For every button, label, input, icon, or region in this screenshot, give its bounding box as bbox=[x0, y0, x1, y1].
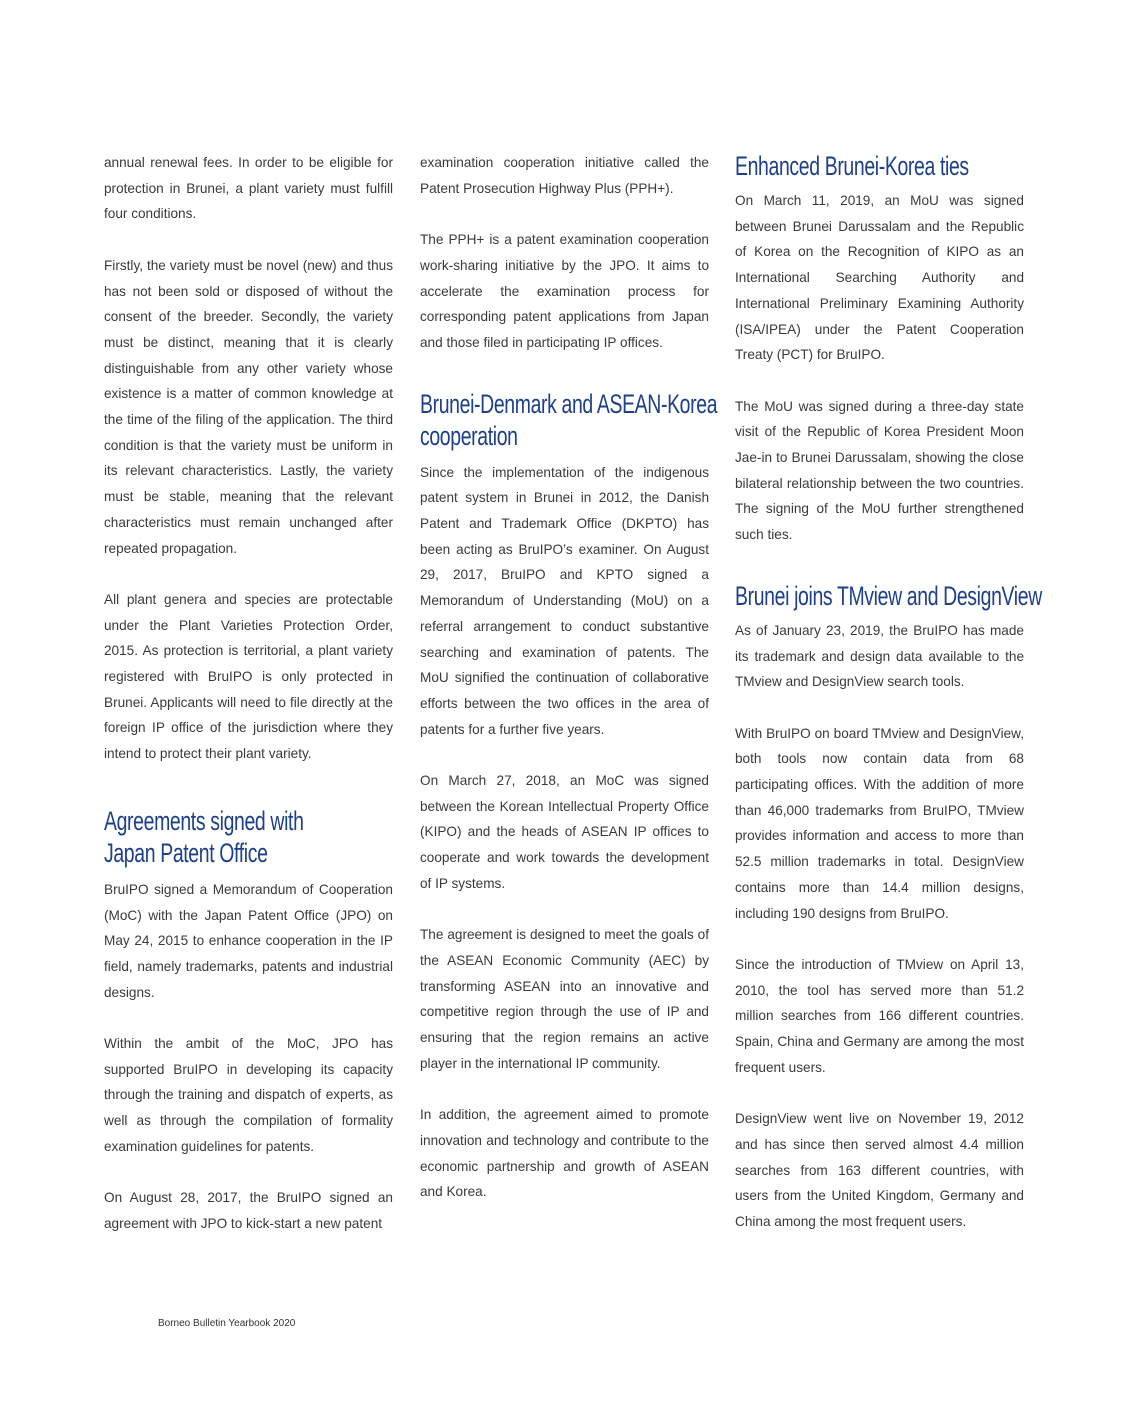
paragraph: On March 27, 2018, an MoC was signed between the Korean Intellectual Property Office (KIPO) and the heads of ASEAN IP offices to cooperate and work towards the development of IP systems. bbox=[420, 773, 709, 891]
paragraph: The PPH+ is a patent examination cooperation work-sharing initiative by the JPO. It aims to accelerate the examination process for corresponding patent applications from Japan and those filed in participating IP offices. bbox=[420, 232, 709, 350]
heading-line: Brunei-Denmark and ASEAN-Korea bbox=[420, 388, 718, 419]
paragraph: In addition, the agreement aimed to promote innovation and technology and contribute to the economic partnership and growth of ASEAN and Korea. bbox=[420, 1107, 709, 1200]
section-heading-japan-patent-office bbox=[104, 805, 393, 869]
paragraph: Since the implementation of the indigenous patent system in Brunei in 2012, the Danish Patent and Trademark Office (DKPTO) has been acting as BruIPO’s examiner. On August 29, 2017, BruIPO and KPTO signed a Memorandum of Understanding (MoU) on a referral arrangement to conduct substantive searching and examination of patents. The MoU signified the continuation of collaborative efforts between the two offices in the area of patents for a further five years. bbox=[420, 464, 709, 737]
heading-line: Agreements signed with bbox=[104, 805, 304, 836]
section-heading-tmview-designview bbox=[735, 580, 1042, 612]
heading-line: Japan Patent Office bbox=[104, 837, 268, 868]
paragraph: As of January 23, 2019, the BruIPO has made its trademark and design data available to the TMview and DesignView search tools. bbox=[735, 622, 1024, 690]
paragraph: On August 28, 2017, the BruIPO signed an agreement with JPO to kick-start a new patent bbox=[104, 1190, 393, 1231]
column-3 bbox=[735, 150, 1042, 1260]
paragraph: DesignView went live on November 19, 2012 and has since then served almost 4.4 million searches from 163 different countries, with users from the United Kingdom, Germany and China among the most frequent users. bbox=[735, 1111, 1024, 1229]
paragraph: Since the introduction of TMview on April 13, 2010, the tool has served more than 51.2 million searches from 166 different countries. Spain, China and Germany are among the most frequent users. bbox=[735, 956, 1024, 1075]
column-2 bbox=[420, 150, 718, 1231]
paragraph: examination cooperation initiative called the Patent Prosecution Highway Plus (PPH+). bbox=[420, 155, 709, 196]
paragraph: All plant genera and species are protectable under the Plant Varieties Protection Order, 2015. As protection is territorial, a plant variety registered with BruIPO is only protected in Brunei. Applicants will need to file directly at the foreign IP office of the jurisdiction where they intend to protect their plant variety. bbox=[104, 591, 393, 762]
column-1 bbox=[104, 150, 393, 1262]
section-heading-brunei-denmark-asean-korea bbox=[420, 388, 718, 452]
section-heading-brunei-korea-ties bbox=[735, 150, 1024, 182]
heading-line: Enhanced Brunei-Korea ties bbox=[735, 151, 969, 181]
heading-line: Brunei joins TMview and DesignView bbox=[735, 580, 1042, 611]
paragraph: BruIPO signed a Memorandum of Cooperation (MoC) with the Japan Patent Office (JPO) on May 24, 2015 to enhance cooperation in the IP field, namely trademarks, patents and industrial designs. bbox=[104, 881, 393, 1000]
paragraph: With BruIPO on board TMview and DesignView, both tools now contain data from 68 participating offices. With the addition of more than 46,000 trademarks from BruIPO, TMview provides information and access to more than 52.5 million trademarks in total. DesignView contains more than 14.4 million designs, including 190 designs from BruIPO. bbox=[735, 725, 1024, 921]
paragraph: Within the ambit of the MoC, JPO has supported BruIPO in developing its capacity through the training and dispatch of experts, as well as through the compilation of formality examination guidelines for patents. bbox=[104, 1036, 393, 1154]
page-footer: Borneo Bulletin Yearbook 2020 bbox=[158, 1318, 296, 1329]
paragraph: Firstly, the variety must be novel (new) and thus has not been sold or disposed of without the consent of the breeder. Secondly, the variety must be distinct, meaning that it is clearly distinguishable from any other variety whose existence is a matter of common knowledge at the time of the filing of the application. The third condition is that the variety must be uniform in its relevant characteristics. Lastly, the variety must be stable, meaning that the relevant characteristics must remain unchanged after repeated propagation. bbox=[104, 257, 393, 556]
heading-line: cooperation bbox=[420, 420, 518, 451]
paragraph: The MoU was signed during a three-day state visit of the Republic of Korea President Moon Jae-in to Brunei Darussalam, showing the close bilateral relationship between the two countries. The signing of the MoU further strengthened such ties. bbox=[735, 398, 1024, 543]
paragraph: The agreement is designed to meet the goals of the ASEAN Economic Community (AEC) by transforming ASEAN into an innovative and competitive region through the use of IP and ensuring that the region remains an active player in the international IP community. bbox=[420, 927, 709, 1071]
paragraph: annual renewal fees. In order to be eligible for protection in Brunei, a plant variety must fulfill four conditions. bbox=[104, 155, 393, 222]
paragraph: On March 11, 2019, an MoU was signed between Brunei Darussalam and the Republic of Korea on the Recognition of KIPO as an International Searching Authority and International Preliminary Examining Authority (ISA/IPEA) under the Patent Cooperation Treaty (PCT) for BruIPO. bbox=[735, 193, 1024, 363]
